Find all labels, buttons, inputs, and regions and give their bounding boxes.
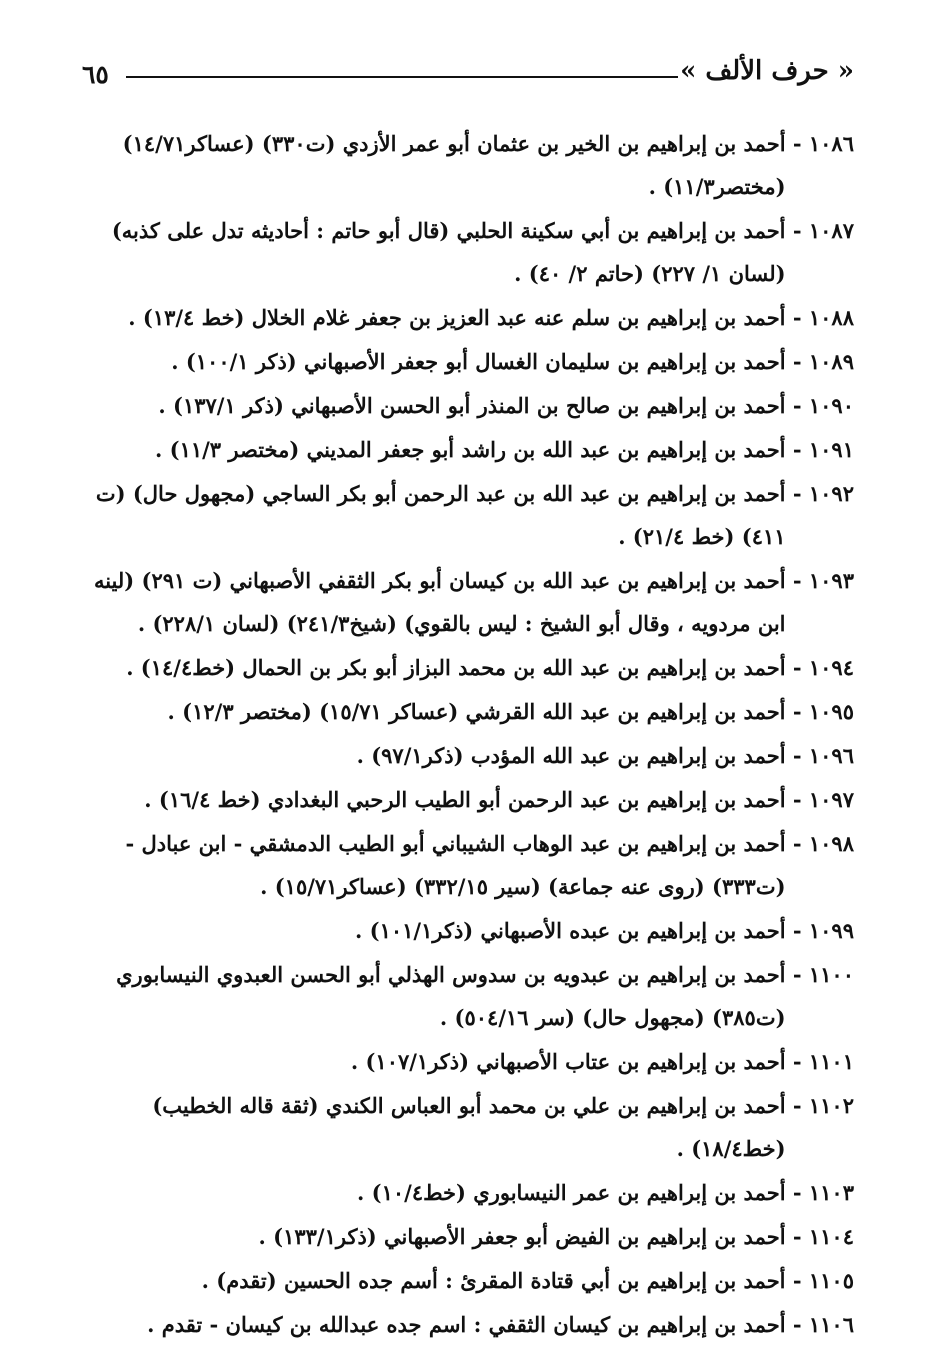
- entry-dash: -: [785, 962, 809, 987]
- entry-number: ١٠٩٤: [808, 655, 854, 680]
- entry-number: ١١٠١: [808, 1049, 854, 1074]
- entry-dash: -: [785, 349, 809, 374]
- entry-dash: -: [785, 568, 809, 593]
- list-item: [84, 953, 854, 1039]
- entry-number: ١٠٩٧: [808, 787, 854, 812]
- entry-number: ١٠٩٠: [808, 393, 854, 418]
- entry-number: ١٠٨٦: [808, 131, 854, 156]
- entry-text: أحمد بن إبراهيم بن أبي سكينة الحلبي (قال أبو حاتم : أحاديثه تدل على كذبه) (لسان ١/ ٢٢٧) (حاتم ٢/ ٤٠) .: [111, 218, 786, 286]
- list-item: [84, 822, 854, 908]
- entry-dash: -: [785, 305, 809, 330]
- list-item: [84, 1303, 854, 1346]
- entry-text: أحمد بن إبراهيم بن صالح بن المنذر أبو الحسن الأصبهاني (ذكر ١٣٧/١) .: [158, 393, 786, 418]
- entry-dash: -: [785, 481, 809, 506]
- list-item: [84, 646, 854, 689]
- entry-text: أحمد بن إبراهيم بن عبد الله بن عبد الرحمن أبو بكر الساجي (مجهول حال) (ت ٤١١) (خط ٢١/٤) .: [95, 481, 786, 549]
- entry-number: ١١٠٠: [808, 962, 854, 987]
- entry-dash: -: [785, 1224, 809, 1249]
- entry-text: أحمد بن إبراهيم بن عبده الأصبهاني (ذكر١٠١/١) .: [355, 918, 786, 943]
- list-item: [84, 384, 854, 427]
- entry-text: أحمد بن إبراهيم بن الفيض أبو جعفر الأصبهاني (ذكر١٣٣/١) .: [258, 1224, 786, 1249]
- entry-dash: -: [785, 1049, 809, 1074]
- entry-dash: -: [785, 1180, 809, 1205]
- entry-number: ١١٠٤: [808, 1224, 854, 1249]
- entry-number: ١٠٨٧: [808, 218, 854, 243]
- list-item: [84, 1259, 854, 1302]
- list-item: [84, 1171, 854, 1214]
- entry-dash: -: [785, 699, 809, 724]
- entry-text: أحمد بن إبراهيم بن عبد الوهاب الشيباني أبو الطيب الدمشقي - ابن عبادل - (ت٣٣٣) (روى عنه جماعة) (سير ٣٣٢/١٥) (عساكر١٥/٧١) .: [125, 831, 786, 899]
- entry-number: ١٠٩٥: [808, 699, 854, 724]
- entry-text: أحمد بن إبراهيم بن عبد الله بن راشد أبو جعفر المديني (مختصر ١١/٣) .: [155, 437, 786, 462]
- entry-text: أحمد بن إبراهيم بن عبد الله بن كيسان أبو بكر الثقفي الأصبهاني (ت ٢٩١) (لينه ابن مردويه ، وقال أبو الشيخ : ليس بالقوي) (شيخ٢٤١/٣) (لسان ٢٢٨/١) .: [93, 568, 786, 636]
- entry-text: أحمد بن إبراهيم بن عبد الله المؤدب (ذكر٩٧/١) .: [356, 743, 786, 768]
- entry-number: ١٠٩١: [808, 437, 854, 462]
- list-item: [84, 472, 854, 558]
- entry-text: أحمد بن إبراهيم بن عبد الله بن محمد البزاز أبو بكر بن الحمال (خط١٤/٤) .: [126, 655, 786, 680]
- page-number: ٦٥: [82, 60, 109, 89]
- entry-dash: -: [785, 743, 809, 768]
- entry-number: ١٠٩٩: [808, 918, 854, 943]
- entry-dash: -: [785, 918, 809, 943]
- entry-text: أحمد بن إبراهيم بن عبد الله القرشي (عساكر ١٥/٧١) (مختصر ١٢/٣) .: [167, 699, 786, 724]
- list-item: [84, 122, 854, 208]
- entry-dash: -: [785, 393, 809, 418]
- list-item: [84, 428, 854, 471]
- entry-dash: -: [785, 787, 809, 812]
- entry-dash: -: [785, 131, 809, 156]
- list-item: [84, 1215, 854, 1258]
- list-item: [84, 1084, 854, 1170]
- list-item: [84, 734, 854, 777]
- entry-text: أحمد بن إبراهيم بن عمر النيسابوري (خط١٠/٤) .: [357, 1180, 786, 1205]
- entry-text: أحمد بن إبراهيم بن علي بن محمد أبو العباس الكندي (ثقة قاله الخطيب) (خط١٨/٤) .: [152, 1093, 786, 1161]
- entry-text: أحمد بن إبراهيم بن كيسان الثقفي : اسم جده عبدالله بن كيسان - تقدم .: [147, 1312, 786, 1337]
- entry-text: أحمد بن إبراهيم بن سليمان الغسال أبو جعفر الأصبهاني (ذكر ١٠٠/١) .: [171, 349, 786, 374]
- entry-text: أحمد بن إبراهيم بن الخير بن عثمان أبو عمر الأزدي (ت٣٣٠) (عساكر١٤/٧١) (مختصر١١/٣) .: [122, 131, 786, 199]
- entry-dash: -: [785, 1093, 809, 1118]
- page-header: [82, 52, 854, 102]
- entry-dash: -: [785, 218, 809, 243]
- entry-number: ١٠٩٣: [808, 568, 854, 593]
- entry-text: أحمد بن إبراهيم بن سلم عنه عبد العزيز بن جعفر غلام الخلال (خط ١٣/٤) .: [128, 305, 786, 330]
- header-rule: [126, 76, 678, 78]
- chapter-title: « حرف الألف »: [680, 56, 854, 86]
- list-item: [84, 340, 854, 383]
- entry-number: ١١٠٣: [808, 1180, 854, 1205]
- entry-text: أحمد بن إبراهيم بن عبد الرحمن أبو الطيب الرحبي البغدادي (خط ١٦/٤) .: [144, 787, 786, 812]
- entry-dash: -: [785, 1268, 809, 1293]
- entry-number: ١١٠٥: [808, 1268, 854, 1293]
- list-item: [84, 559, 854, 645]
- entry-number: ١٠٩٦: [808, 743, 854, 768]
- list-item: [84, 1040, 854, 1083]
- list-item: [84, 778, 854, 821]
- entry-number: ١٠٨٩: [808, 349, 854, 374]
- entry-dash: -: [785, 831, 809, 856]
- entry-list: [84, 122, 854, 1347]
- list-item: [84, 209, 854, 295]
- entry-text: أحمد بن إبراهيم بن عتاب الأصبهاني (ذكر١٠٧/١) .: [350, 1049, 786, 1074]
- entry-dash: -: [785, 437, 809, 462]
- entry-number: ١٠٨٨: [808, 305, 854, 330]
- entry-number: ١٠٩٢: [808, 481, 854, 506]
- list-item: [84, 690, 854, 733]
- entry-text: أحمد بن إبراهيم بن عبدويه بن سدوس الهذلي أبو الحسن العبدوي النيسابوري (ت٣٨٥) (مجهول حال) (سر ٥٠٤/١٦) .: [116, 962, 786, 1030]
- entry-number: ١٠٩٨: [808, 831, 854, 856]
- list-item: [84, 909, 854, 952]
- entry-dash: -: [785, 655, 809, 680]
- list-item: [84, 296, 854, 339]
- entry-number: ١١٠٦: [808, 1312, 854, 1337]
- entry-dash: -: [785, 1312, 809, 1337]
- entry-text: أحمد بن إبراهيم بن أبي قتادة المقرئ : أسم جده الحسين (تقدم) .: [201, 1268, 786, 1293]
- entry-number: ١١٠٢: [808, 1093, 854, 1118]
